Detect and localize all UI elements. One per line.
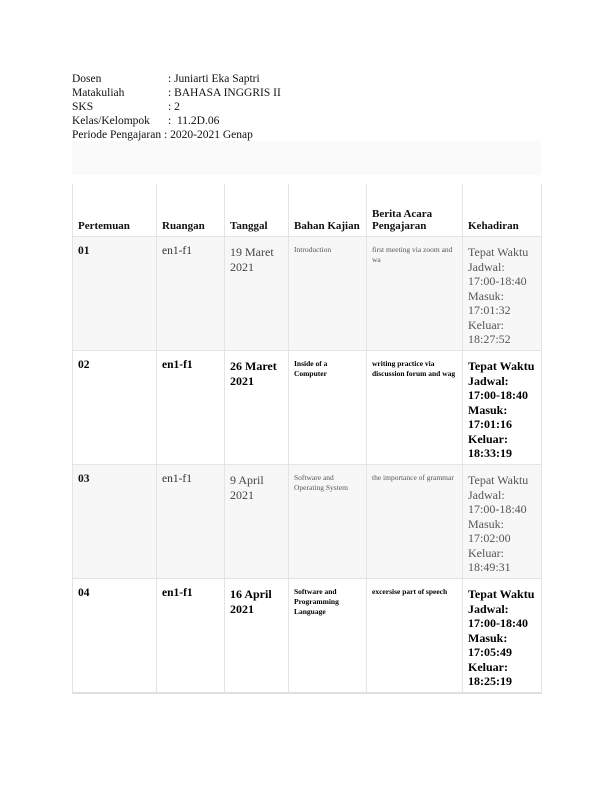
table-row <box>73 351 542 465</box>
cell-tanggal: 9 April 2021 <box>225 465 289 579</box>
info-value: : 2 <box>168 101 180 113</box>
table-row <box>73 579 542 694</box>
attendance-schedule: Jadwal: 17:00-18:40 <box>468 259 527 288</box>
cell-kehadiran <box>463 237 542 351</box>
cell-tanggal: 19 Maret 2021 <box>225 237 289 351</box>
attendance-status: Tepat Waktu <box>468 587 535 601</box>
attendance-schedule: Jadwal: 17:00-18:40 <box>468 487 527 516</box>
cell-ruangan: en1-f1 <box>157 465 225 579</box>
attendance-out: Keluar: 18:49:31 <box>468 545 511 574</box>
attendance-out: Keluar: 18:25:19 <box>468 659 512 688</box>
course-info <box>72 72 281 142</box>
info-label: SKS <box>72 101 94 113</box>
attendance-in: Masuk: 17:01:32 <box>468 288 511 317</box>
cell-bahan-kajian: Software and Operating System <box>289 465 367 579</box>
cell-kehadiran <box>463 579 542 694</box>
info-label: Periode Pengajaran <box>72 129 162 141</box>
header-band <box>72 141 541 175</box>
cell-bahan-kajian: Introduction <box>289 237 367 351</box>
cell-kehadiran <box>463 465 542 579</box>
table-row <box>73 465 542 579</box>
cell-berita-acara: writing practice via discussion forum and wag <box>367 351 463 465</box>
header-tanggal: Tanggal <box>225 184 289 237</box>
table-row <box>73 237 542 351</box>
attendance-in: Masuk: 17:02:00 <box>468 516 511 545</box>
header-kehadiran: Kehadiran <box>463 184 542 237</box>
header-pertemuan: Pertemuan <box>73 184 157 237</box>
attendance-table <box>72 184 542 694</box>
info-label: Matakuliah <box>72 87 125 99</box>
info-row-matakuliah <box>72 86 281 100</box>
cell-tanggal: 16 April 2021 <box>225 579 289 694</box>
cell-pertemuan: 02 <box>73 351 157 465</box>
cell-berita-acara: excersise part of speech <box>367 579 463 694</box>
attendance-schedule: Jadwal: 17:00-18:40 <box>468 373 528 402</box>
info-row-dosen <box>72 72 281 86</box>
header-ruangan: Ruangan <box>157 184 225 237</box>
info-label: Dosen <box>72 73 102 85</box>
info-label: Kelas/Kelompok <box>72 115 150 127</box>
info-value: : Juniarti Eka Saptri <box>168 73 260 85</box>
attendance-schedule: Jadwal: 17:00-18:40 <box>468 601 528 630</box>
cell-bahan-kajian: Inside of a Computer <box>289 351 367 465</box>
info-row-sks <box>72 100 281 114</box>
attendance-status: Tepat Waktu <box>468 473 529 487</box>
cell-tanggal: 26 Maret 2021 <box>225 351 289 465</box>
header-bahan-kajian: Bahan Kajian <box>289 184 367 237</box>
cell-bahan-kajian: Software and Programming Language <box>289 579 367 694</box>
info-row-kelas <box>72 114 281 128</box>
cell-berita-acara: the importance of grammar <box>367 465 463 579</box>
cell-ruangan: en1-f1 <box>157 351 225 465</box>
cell-pertemuan: 04 <box>73 579 157 694</box>
cell-berita-acara: first meeting via zoom and wa <box>367 237 463 351</box>
attendance-out: Keluar: 18:33:19 <box>468 431 512 460</box>
cell-ruangan: en1-f1 <box>157 579 225 694</box>
attendance-in: Masuk: 17:01:16 <box>468 402 512 431</box>
attendance-in: Masuk: 17:05:49 <box>468 630 512 659</box>
attendance-status: Tepat Waktu <box>468 245 529 259</box>
info-row-periode <box>72 128 281 142</box>
cell-pertemuan: 03 <box>73 465 157 579</box>
header-berita-acara: Berita Acara Pengajaran <box>367 184 463 237</box>
cell-pertemuan: 01 <box>73 237 157 351</box>
info-value: : 11.2D.06 <box>168 115 220 127</box>
info-value: : 2020-2021 Genap <box>164 129 253 141</box>
info-value: : BAHASA INGGRIS II <box>168 87 281 99</box>
cell-ruangan: en1-f1 <box>157 237 225 351</box>
cell-kehadiran <box>463 351 542 465</box>
attendance-out: Keluar: 18:27:52 <box>468 317 511 346</box>
attendance-status: Tepat Waktu <box>468 359 535 373</box>
table-header-row <box>73 184 542 237</box>
